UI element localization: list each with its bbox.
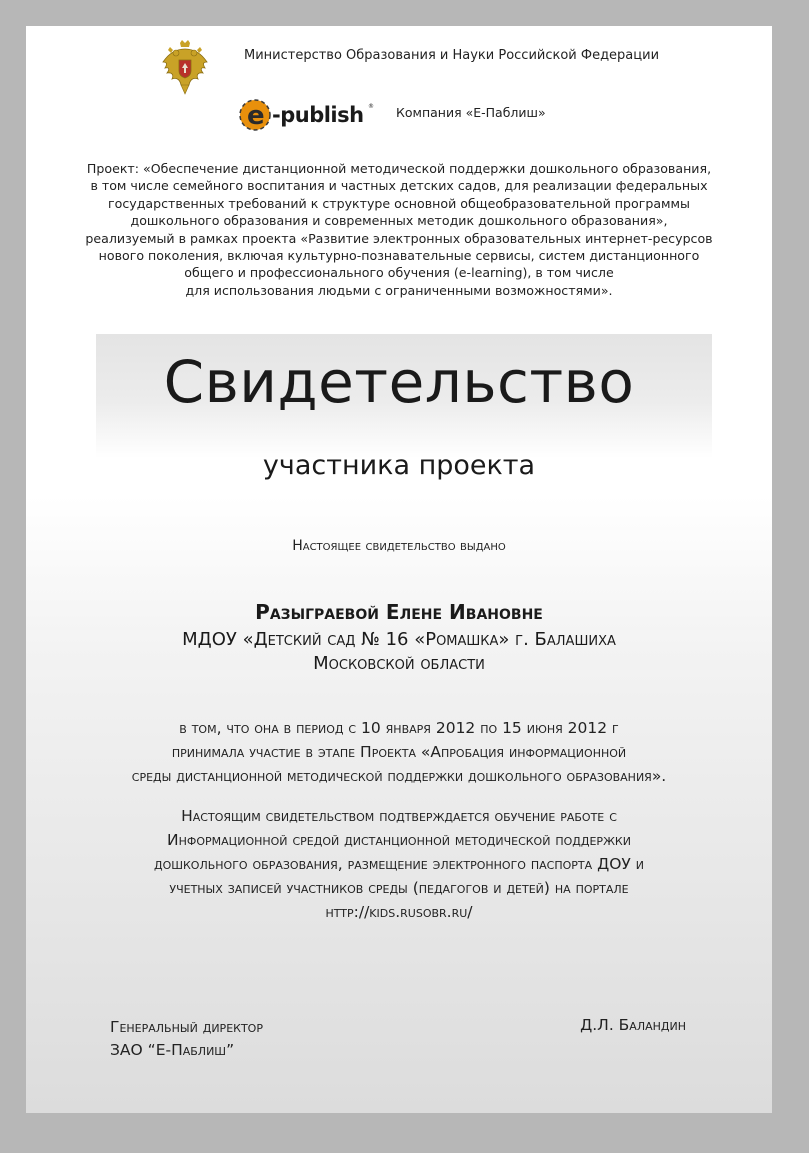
participation-paragraph <box>26 716 772 788</box>
project-description <box>66 160 732 299</box>
svg-text:®: ® <box>368 103 374 110</box>
certificate-title: Свидетельство <box>163 348 635 416</box>
paragraph-line: учетных записей участников среды (педагогов и детей) на портале <box>169 879 629 897</box>
portal-url: http://kids.rusobr.ru/ <box>325 903 473 921</box>
organization-line: МДОУ «Детский сад № 16 «Ромашка» г. Балашиха <box>182 629 616 650</box>
position-line: ЗАО “Е-Паблиш” <box>110 1041 235 1059</box>
project-line: государственных требований к структуре основной общеобразовательной программы <box>108 195 690 211</box>
paragraph-line: Настоящим свидетельством подтверждается обучение работе с <box>181 807 617 825</box>
issued-to-label: Настоящее свидетельство выдано <box>292 538 506 554</box>
project-line: Проект: «Обеспечение дистанционной методической поддержки дошкольного образования, <box>86 161 712 176</box>
organization-line: Московской области <box>313 653 485 674</box>
project-line: в том числе семейного воспитания и частных детских садов, для реализации федеральных <box>90 178 708 194</box>
recipient-name: Разыграевой Елене Ивановне <box>255 600 543 624</box>
company-name: Компания «Е-Паблиш» <box>396 105 546 120</box>
project-line: нового поколения, включая культурно-познавательные сервисы, систем дистанционного <box>98 248 700 264</box>
svg-text:e: e <box>247 101 265 131</box>
confirmation-paragraph <box>26 804 772 924</box>
project-line: для использования людьми с ограниченными возможностями». <box>185 282 613 298</box>
project-line: реализуемый в рамках проекта «Развитие электронных образовательных интернет-ресурсов <box>85 230 713 246</box>
paragraph-line: дошкольного образования, размещение электронного паспорта ДОУ и <box>153 855 644 873</box>
signatory-name: Д.Л. Баландин <box>580 1016 686 1034</box>
svg-text:-publish: -publish <box>272 103 364 127</box>
signatory-position <box>110 1016 263 1062</box>
certificate-subtitle: участника проекта <box>262 450 536 481</box>
project-line: общего и профессионального обучения (e-learning), в том числе <box>184 265 614 281</box>
ministry-name: Министерство Образования и Науки Российской Федерации <box>244 48 660 63</box>
paragraph-line: среды дистанционной методической поддержки дошкольного образования». <box>131 767 667 785</box>
paragraph-line: в том, что она в период с 10 января 2012 по 15 июня 2012 г <box>179 719 619 737</box>
paragraph-line: Информационной средой дистанционной методической поддержки <box>167 831 631 849</box>
e-publish-logo <box>238 98 378 132</box>
position-line: Генеральный директор <box>110 1018 263 1036</box>
project-line: дошкольного образования и современных методик дошкольного образования», <box>130 213 668 229</box>
recipient-organization <box>26 628 772 676</box>
russian-coat-of-arms-icon <box>160 40 210 96</box>
certificate-sheet <box>26 26 772 1113</box>
paragraph-line: принимала участие в этапе Проекта «Апробация информационной <box>171 743 627 761</box>
